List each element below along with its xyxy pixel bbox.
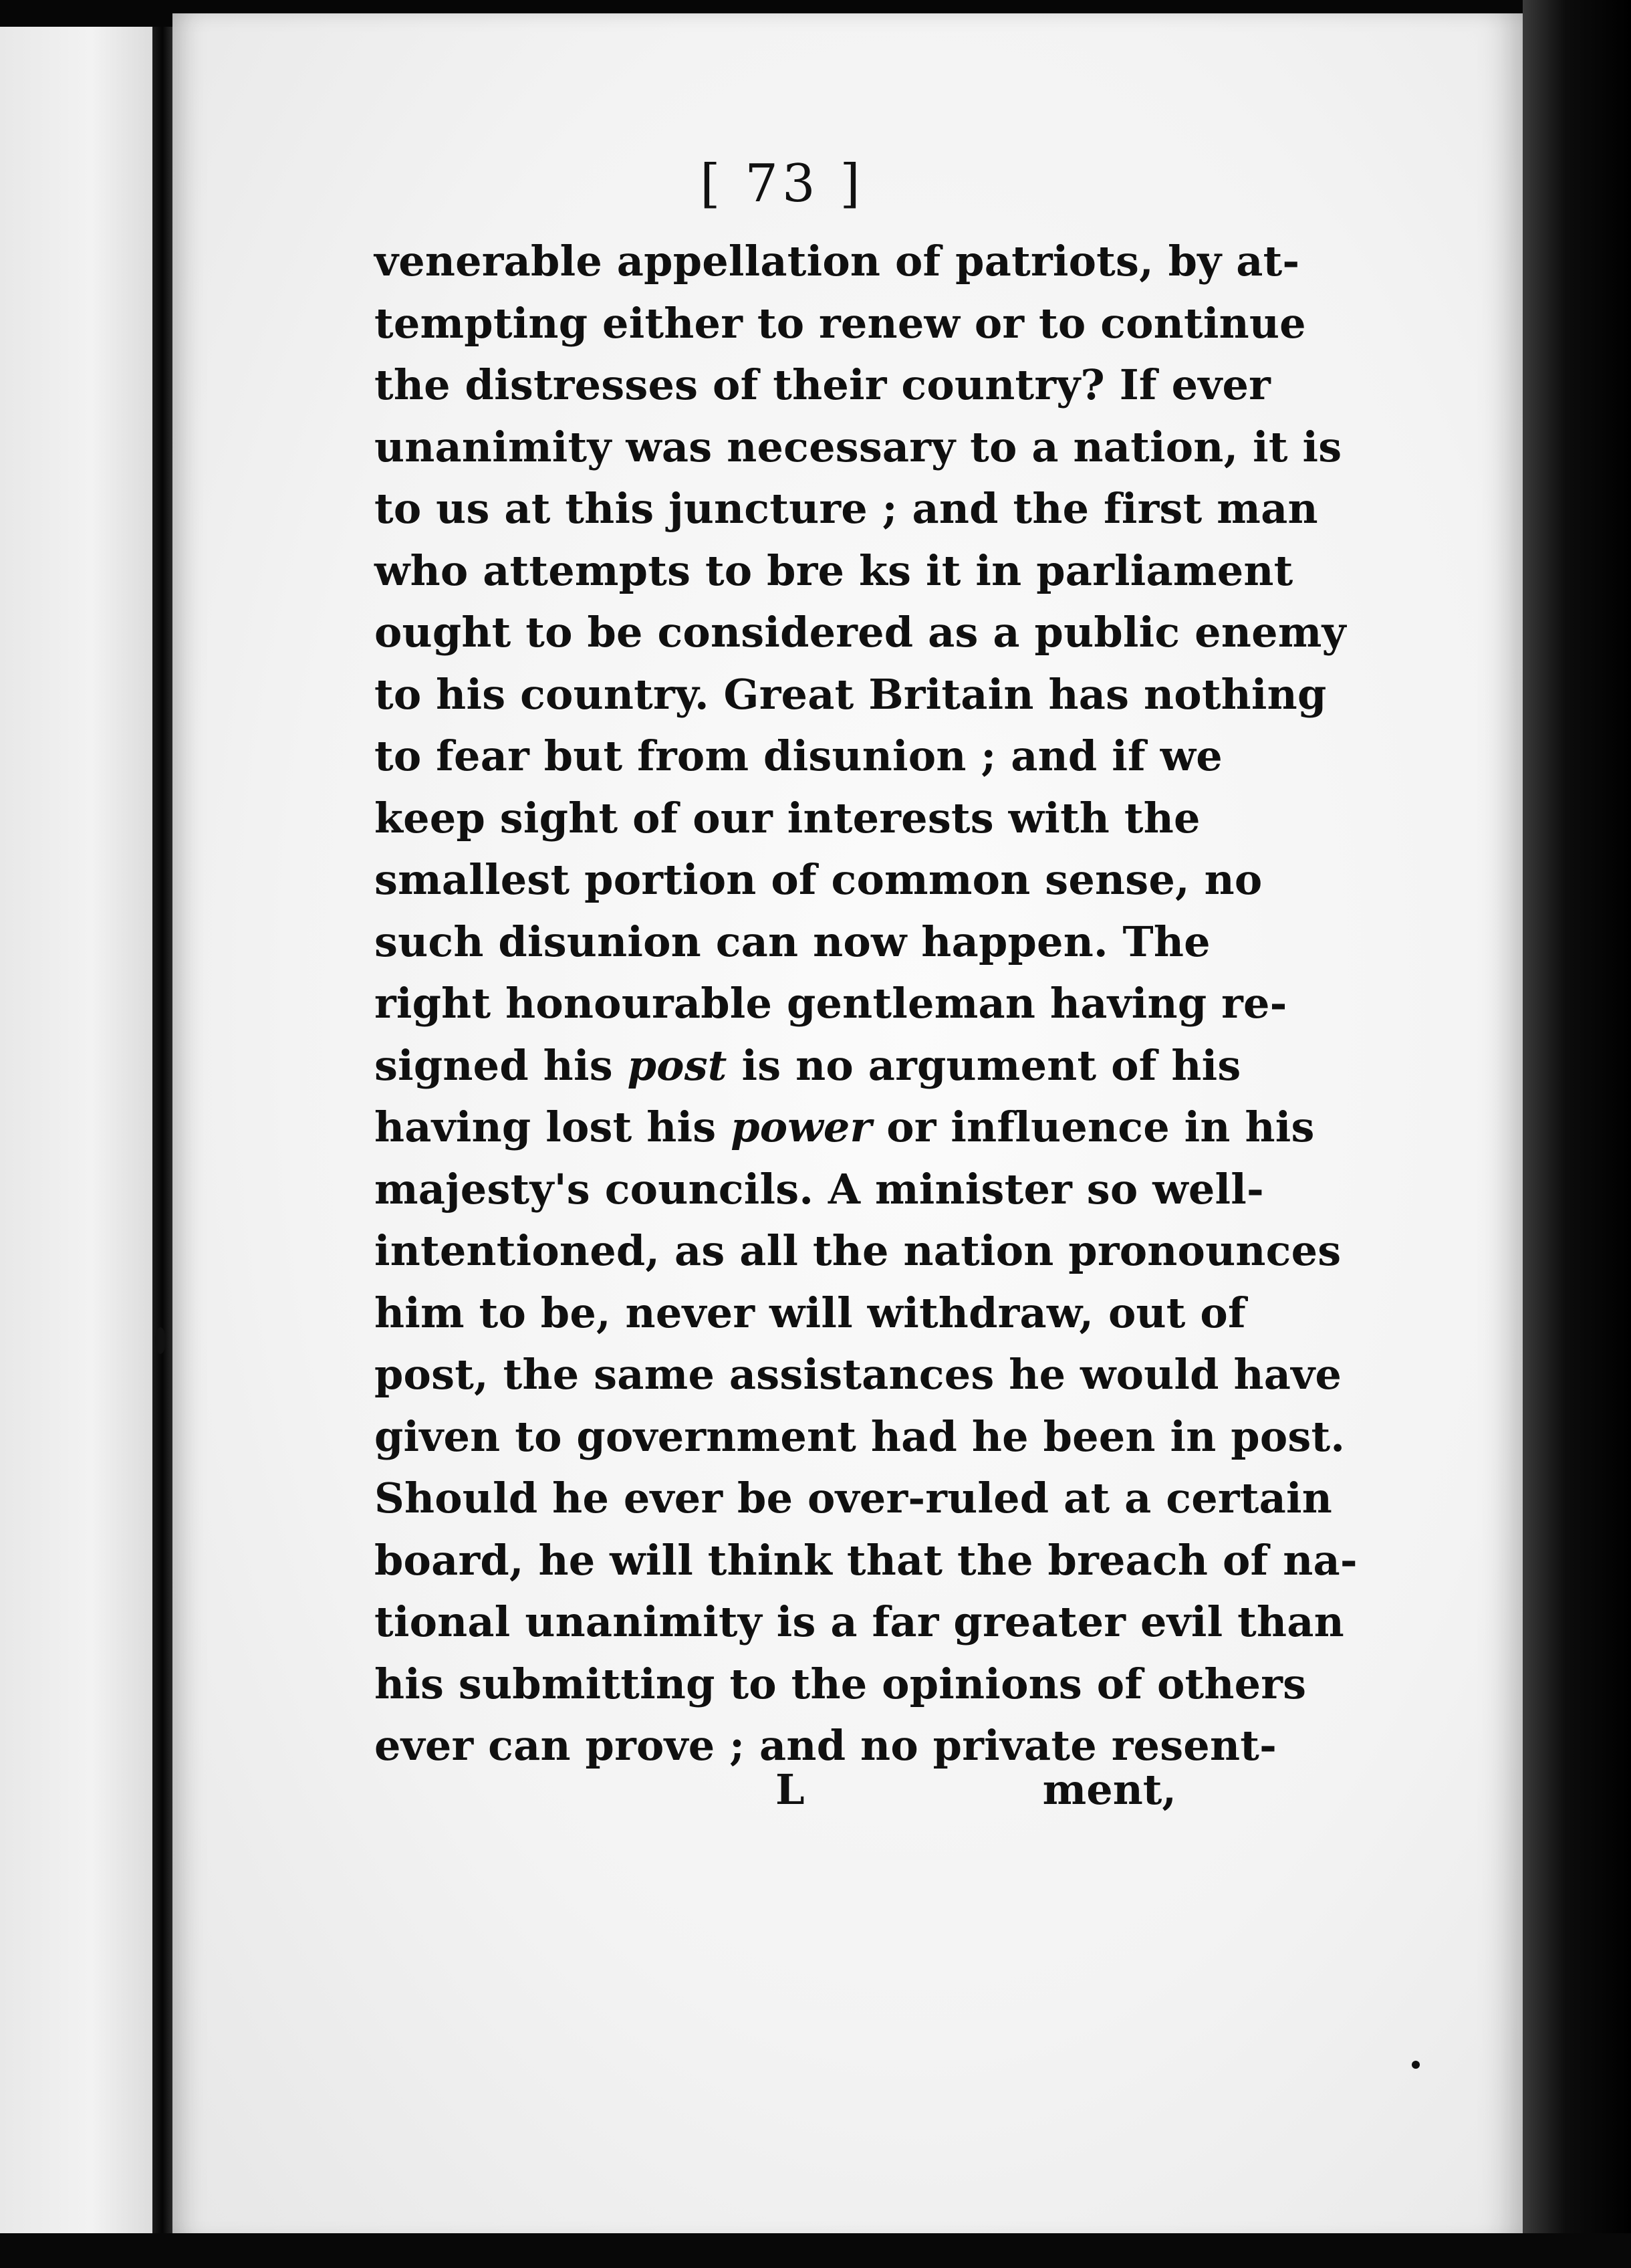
- text-line: keep sight of our interests with the: [374, 793, 1201, 842]
- text-line-with-italic: [374, 1035, 1241, 1097]
- text-line: tional unanimity is a far greater evil than: [374, 1597, 1344, 1646]
- text-line: post, the same assistances he would have: [374, 1350, 1342, 1399]
- text-segment: or influence in his: [872, 1103, 1315, 1151]
- text-line: smallest portion of common sense, no: [374, 855, 1263, 904]
- text-line: ever can prove ; and no private resent-: [374, 1721, 1277, 1770]
- book-gutter: [152, 27, 172, 2253]
- text-line: Should he ever be over-ruled at a certain: [374, 1474, 1332, 1522]
- text-line: unanimity was necessary to a nation, it is: [374, 422, 1342, 471]
- text-line: right honourable gentleman having re-: [374, 979, 1287, 1028]
- text-line: intentioned, as all the nation pronounces: [374, 1226, 1342, 1275]
- ink-speck: [155, 1327, 166, 1354]
- text-line: majesty's councils. A minister so well-: [374, 1164, 1264, 1214]
- text-line: the distresses of their country? If ever: [374, 360, 1271, 409]
- page-footer: [374, 1765, 1176, 1825]
- text-line: such disunion can now happen. The: [374, 917, 1211, 966]
- text-line: to fear but from disunion ; and if we: [374, 731, 1223, 780]
- text-line: tempting either to renew or to continue: [374, 298, 1306, 348]
- ink-speck: [1412, 2061, 1420, 2069]
- scan-right-edge: [1523, 0, 1631, 2268]
- text-line-with-italic: [374, 1097, 1315, 1159]
- text-line: board, he will think that the breach of na-: [374, 1535, 1358, 1585]
- text-line: to us at this juncture ; and the first man: [374, 484, 1318, 533]
- body-text: [374, 231, 1358, 1777]
- text-segment: having lost his: [374, 1103, 731, 1151]
- text-line: to his country. Great Britain has nothing: [374, 669, 1327, 719]
- page-number: [ 73 ]: [700, 154, 864, 214]
- italic-word: post: [627, 1040, 727, 1090]
- italic-word: power: [731, 1103, 872, 1151]
- signature-mark: L: [775, 1765, 805, 1814]
- scan-bottom-edge: [0, 2233, 1631, 2268]
- text-line: ought to be considered as a public enemy: [374, 608, 1346, 657]
- text-segment: signed his: [374, 1040, 628, 1090]
- facing-page-edge: [0, 27, 152, 2253]
- text-line: given to government had he been in post.: [374, 1411, 1346, 1461]
- text-line: venerable appellation of patriots, by at-: [374, 237, 1300, 286]
- text-line: him to be, never will withdraw, out of: [374, 1288, 1246, 1337]
- catchword: ment,: [1042, 1765, 1176, 1814]
- text-line: his submitting to the opinions of others: [374, 1659, 1307, 1708]
- text-line: who attempts to bre ks it in parliament: [374, 546, 1293, 595]
- text-segment: is no argument of his: [727, 1040, 1241, 1090]
